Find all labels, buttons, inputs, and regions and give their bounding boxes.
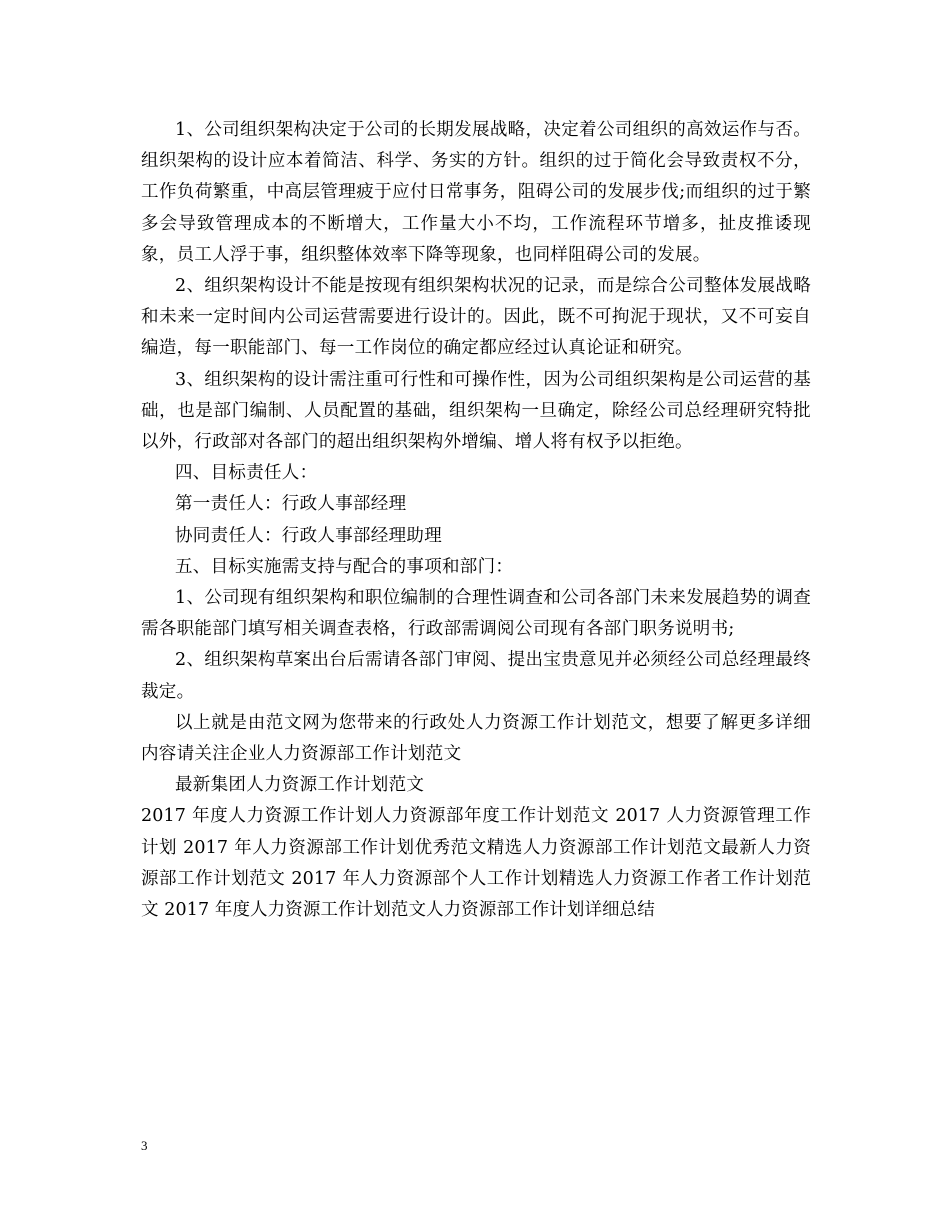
co-responsible-line: 协同责任人：行政人事部经理助理 [175, 525, 442, 546]
document-body [141, 115, 811, 926]
first-responsible-line: 第一责任人：行政人事部经理 [175, 494, 407, 515]
section-heading-responsible: 四、目标责任人： [175, 463, 318, 484]
support-item-1: 1、公司现有组织架构和职位编制的合理性调查和公司各部门未来发展趋势的调查需各职能部门填写相关调查表格，行政部需调阅公司现有各部门职务说明书; [141, 588, 811, 640]
related-links-text: 2017 年度人力资源工作计划人力资源部年度工作计划范文 2017 人力资源管理工作计划 2017 年人力资源部工作计划优秀范文精选人力资源部工作计划范文最新人力资源部工作计划范文 2017 年人力资源部个人工作计划精选人力资源工作者工作计划范文 2017 年度人力资源工作计划范文人力资源部工作计划详细总结 [141, 806, 811, 921]
related-title: 最新集团人力资源工作计划范文 [175, 775, 425, 796]
paragraph-principle-3: 3、组织架构的设计需注重可行性和可操作性，因为公司组织架构是公司运营的基础，也是部门编制、人员配置的基础，组织架构一旦确定，除经公司总经理研究特批以外，行政部对各部门的超出组织架构外增编、增人将有权予以拒绝。 [141, 369, 811, 453]
paragraph-principle-1: 1、公司组织架构决定于公司的长期发展战略，决定着公司组织的高效运作与否。组织架构的设计应本着简洁、科学、务实的方针。组织的过于简化会导致责权不分，工作负荷繁重，中高层管理疲于应付日常事务，阻碍公司的发展步伐;而组织的过于繁多会导致管理成本的不断增大，工作量大小不均，工作流程环节增多，扯皮推诿现象，员工人浮于事，组织整体效率下降等现象，也同样阻碍公司的发展。 [141, 120, 811, 265]
paragraph-principle-2: 2、组织架构设计不能是按现有组织架构状况的记录，而是综合公司整体发展战略和未来一定时间内公司运营需要进行设计的。因此，既不可拘泥于现状，又不可妄自编造，每一职能部门、每一工作岗位的确定都应经过认真论证和研究。 [141, 276, 811, 359]
closing-paragraph: 以上就是由范文网为您带来的行政处人力资源工作计划范文，想要了解更多详细内容请关注企业人力资源部工作计划范文 [141, 712, 811, 765]
section-heading-support: 五、目标实施需支持与配合的事项和部门： [175, 556, 514, 577]
page-number: 3 [141, 1138, 148, 1153]
support-item-2: 2、组织架构草案出台后需请各部门审阅、提出宝贵意见并必须经公司总经理最终裁定。 [141, 650, 811, 702]
